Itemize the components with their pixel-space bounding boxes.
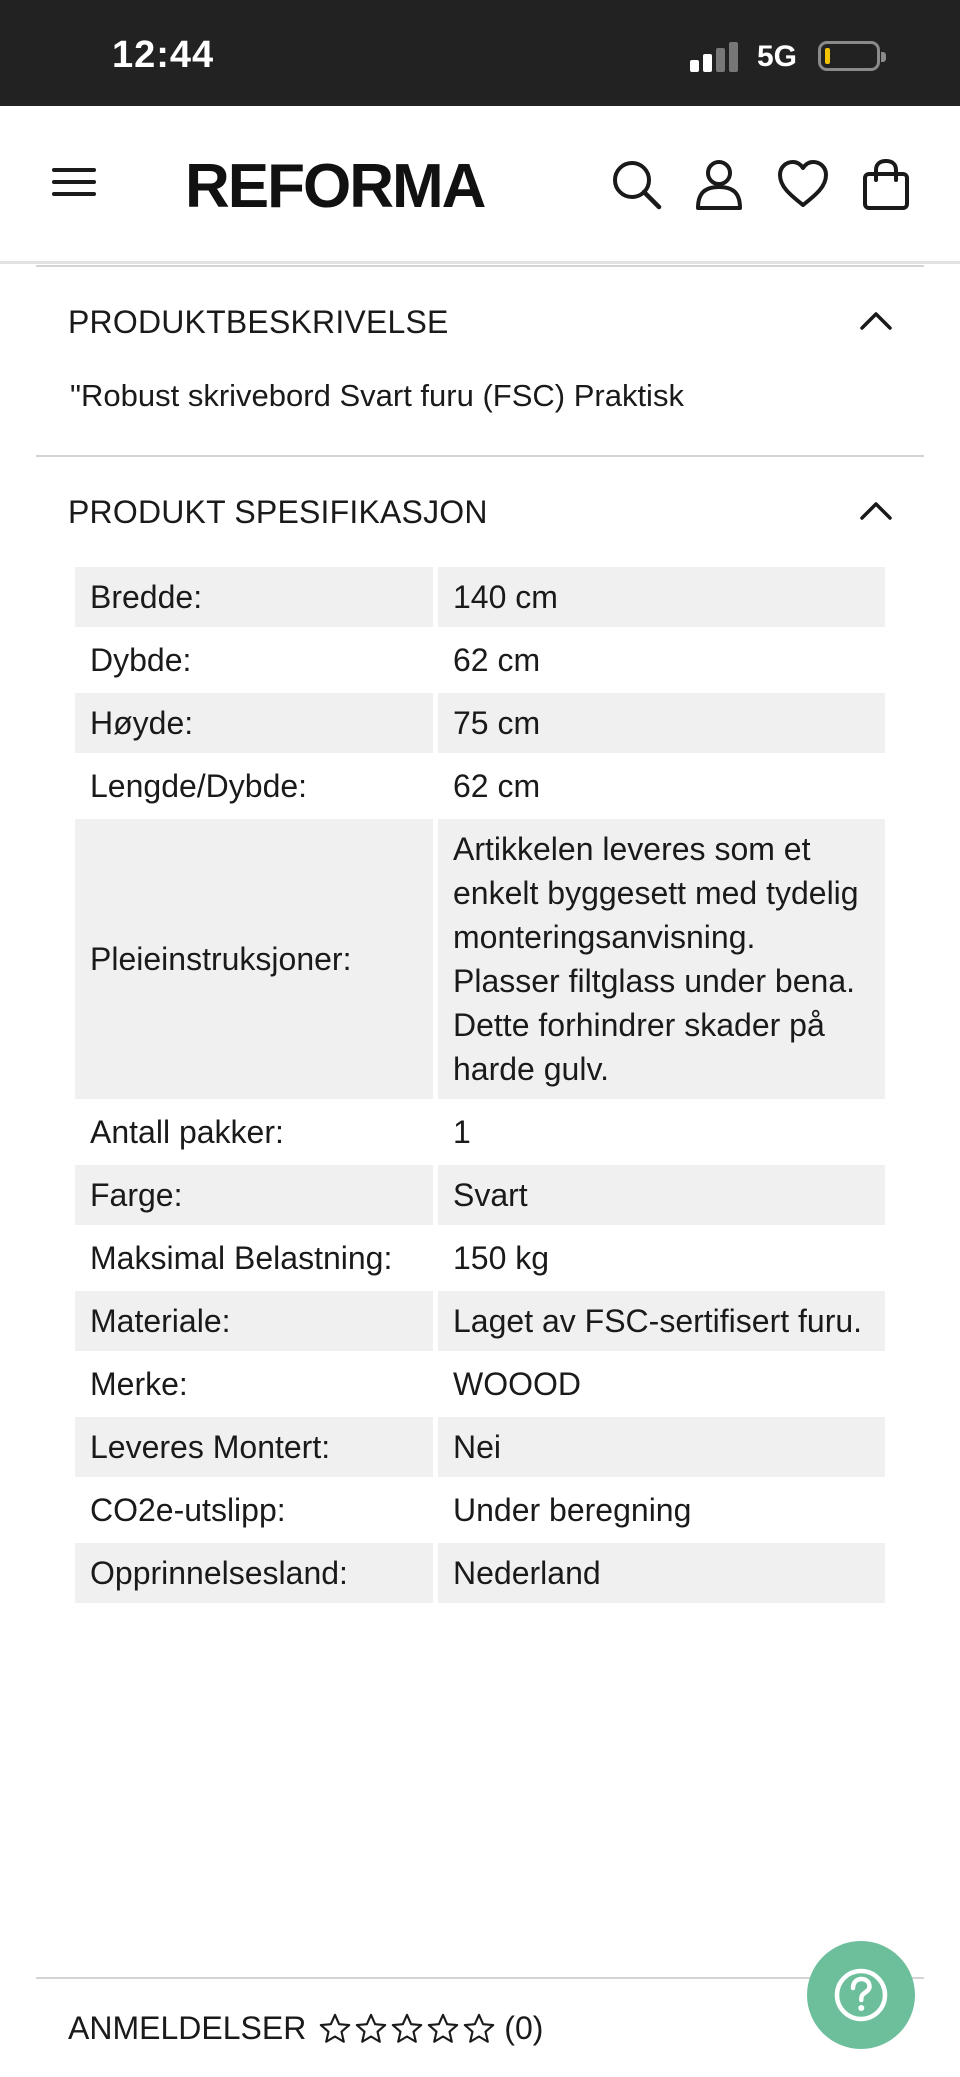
spec-value: Svart [438, 1165, 885, 1225]
spec-row [75, 693, 885, 753]
spec-row [75, 756, 885, 816]
site-logo[interactable]: REFORMA [185, 152, 485, 221]
spec-row [75, 1480, 885, 1540]
section-divider [36, 1977, 924, 1979]
spec-row [75, 630, 885, 690]
question-mark-icon [831, 1965, 891, 2025]
spec-value: Artikkelen leveres som et enkelt byggesett med tydelig monteringsanvisning. Plasser filtglass under bena. Dette forhindrer skader på harde gulv. [438, 819, 885, 1099]
status-time: 12:44 [112, 34, 215, 76]
site-header [0, 106, 960, 264]
spec-value: 62 cm [453, 768, 541, 804]
spec-section-title[interactable]: PRODUKT SPESIFIKASJON [68, 494, 488, 530]
spec-value: 75 cm [438, 693, 885, 753]
spec-key: Merke: [90, 1366, 188, 1402]
spec-row [75, 567, 885, 627]
section-divider [36, 265, 924, 267]
product-description-text: "Robust skrivebord Svart furu (FSC) Praktisk [70, 378, 684, 413]
spec-key: Farge: [75, 1165, 433, 1225]
reviews-section-header[interactable] [68, 2010, 543, 2047]
network-type: 5G [757, 40, 798, 73]
spec-key: Pleieinstruksjoner: [75, 819, 433, 1099]
spec-row [75, 1102, 885, 1162]
spec-row [75, 819, 885, 1099]
spec-value: WOOOD [453, 1366, 581, 1402]
spec-row [75, 1417, 885, 1477]
bag-icon[interactable] [858, 156, 914, 212]
spec-row [75, 1165, 885, 1225]
help-button[interactable] [807, 1941, 915, 2049]
spec-key: Maksimal Belastning: [90, 1240, 393, 1276]
rating-stars [318, 2012, 498, 2046]
star-outline-icon [318, 2012, 352, 2046]
battery-icon [818, 41, 880, 71]
spec-key: Leveres Montert: [75, 1417, 433, 1477]
spec-table [75, 567, 885, 1606]
search-icon[interactable] [608, 156, 664, 212]
spec-value: Nederland [438, 1543, 885, 1603]
spec-key: Høyde: [75, 693, 433, 753]
spec-row [75, 1354, 885, 1414]
section-divider [36, 455, 924, 457]
user-icon[interactable] [691, 156, 747, 212]
status-bar [0, 0, 960, 106]
chevron-up-icon[interactable] [858, 498, 894, 522]
spec-key: Opprinnelsesland: [75, 1543, 433, 1603]
chevron-up-icon[interactable] [858, 308, 894, 332]
star-outline-icon [426, 2012, 460, 2046]
spec-value: Under beregning [453, 1492, 692, 1528]
spec-key: CO2e-utslipp: [90, 1492, 286, 1528]
star-outline-icon [354, 2012, 388, 2046]
spec-key: Lengde/Dybde: [90, 768, 308, 804]
description-section-title[interactable]: PRODUKTBESKRIVELSE [68, 304, 449, 340]
spec-key: Antall pakker: [90, 1114, 284, 1150]
reviews-title: ANMELDELSER [68, 2010, 307, 2046]
spec-value: 150 kg [453, 1240, 550, 1276]
spec-value: 62 cm [453, 642, 541, 678]
signal-strength-icon [690, 40, 742, 72]
spec-value: Nei [438, 1417, 885, 1477]
spec-key: Bredde: [75, 567, 433, 627]
heart-icon[interactable] [775, 156, 831, 212]
star-outline-icon [462, 2012, 496, 2046]
spec-row [75, 1543, 885, 1603]
spec-value: 140 cm [438, 567, 885, 627]
star-outline-icon [390, 2012, 424, 2046]
spec-value: Laget av FSC-sertifisert furu. [438, 1291, 885, 1351]
spec-value: 1 [453, 1114, 471, 1150]
spec-row [75, 1228, 885, 1288]
spec-key: Materiale: [75, 1291, 433, 1351]
spec-key: Dybde: [90, 642, 192, 678]
spec-row [75, 1291, 885, 1351]
menu-icon[interactable] [52, 162, 98, 202]
review-count: (0) [504, 2010, 544, 2046]
